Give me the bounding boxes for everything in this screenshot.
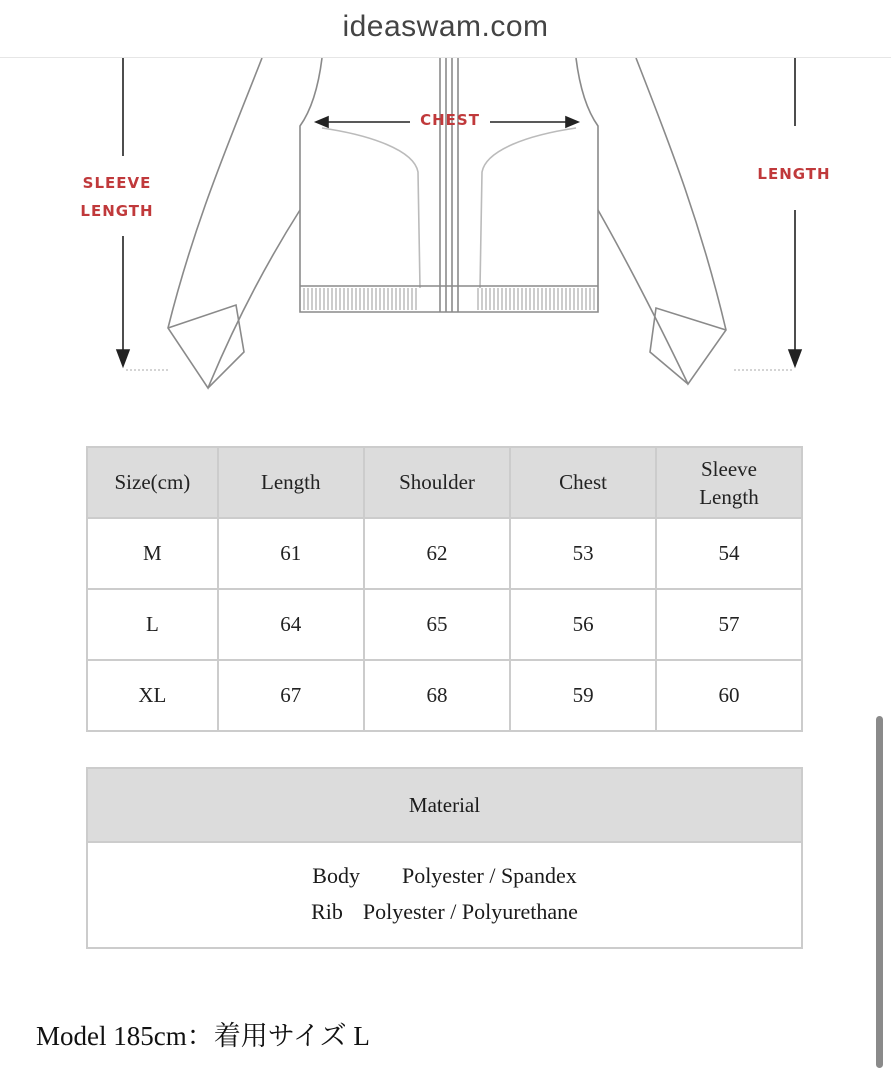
cell-sleeve: 60 [656,660,802,731]
table-row [87,660,802,731]
scrollbar[interactable] [876,716,883,1068]
cell-chest: 59 [510,660,656,731]
chest-label: CHEST [420,111,480,129]
body-label: Body [312,863,360,888]
material-rib-row [88,899,801,925]
length-arrow [789,58,801,366]
cell-shoulder: 62 [364,518,510,589]
header-sleeve-length [656,447,802,518]
cell-shoulder: 65 [364,589,510,660]
body-value: Polyester / Spandex [401,863,577,888]
material-table [86,767,803,949]
jacket-outline [168,58,726,388]
cell-size: M [87,518,218,589]
cell-sleeve: 54 [656,518,802,589]
header-length: Length [218,447,364,518]
hem-rib-hatching [304,288,594,310]
cell-length: 64 [218,589,364,660]
cell-sleeve: 57 [656,589,802,660]
header-sleeve-line1: Sleeve [700,456,757,481]
top-bar [0,0,891,58]
header-sleeve-line2: Length [699,484,759,509]
sleeve-label-line1: SLEEVE [82,174,152,192]
sleeve-label-line2: LENGTH [80,202,154,220]
cell-chest: 53 [510,518,656,589]
jacket-measurement-diagram [0,58,891,398]
size-table [86,446,803,732]
rib-label: Rib [311,899,343,924]
length-label: LENGTH [757,165,831,183]
table-row [87,589,802,660]
header-chest: Chest [510,447,656,518]
header-shoulder: Shoulder [364,447,510,518]
cell-size: XL [87,660,218,731]
material-title: Material [88,769,801,843]
cell-length: 61 [218,518,364,589]
site-url[interactable]: ideaswam.com [342,10,549,43]
cell-chest: 56 [510,589,656,660]
table-row [87,518,802,589]
cell-shoulder: 68 [364,660,510,731]
model-size-caption: Model 185cm：着用サイズ L [36,1021,370,1051]
cell-size: L [87,589,218,660]
cell-length: 67 [218,660,364,731]
size-table-header-row [87,447,802,518]
material-body [88,843,801,947]
material-body-row [88,863,801,889]
rib-value: Polyester / Polyurethane [362,899,578,924]
header-size: Size(cm) [87,447,218,518]
